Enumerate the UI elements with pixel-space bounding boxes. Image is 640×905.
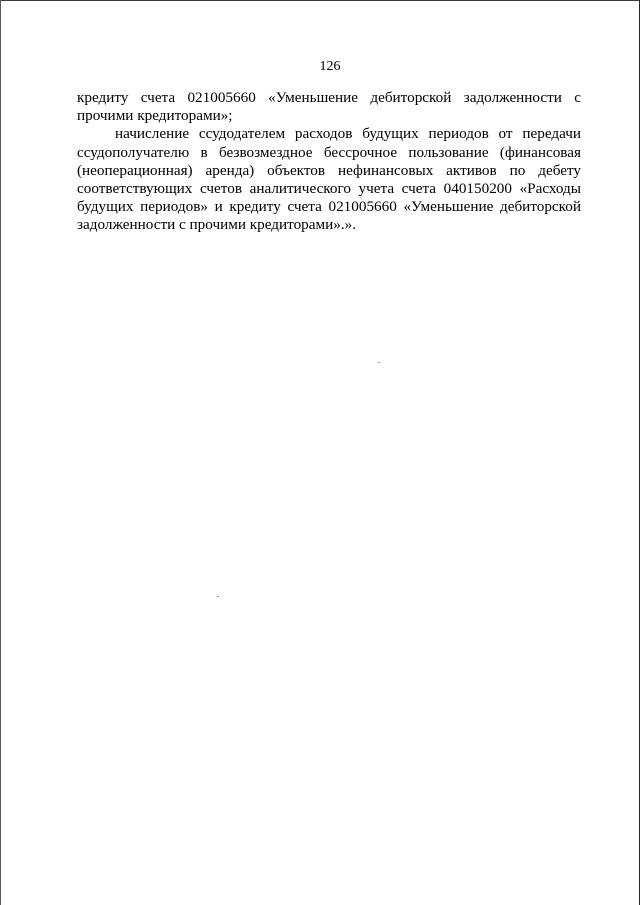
page-number: 126 (319, 59, 341, 74)
paragraph-continuation: кредиту счета 021005660 «Уменьшение дебиторской задолженности с прочими кредиторами»; (77, 89, 581, 125)
page-edge-top (0, 0, 640, 1)
paragraph-deferred-expenses: начисление ссудодателем расходов будущих периодов от передачи ссудополучателю в безвозмездное бессрочное пользование (финансовая (неоперационная) аренда) объектов нефинансовых активов по дебету соответствующих счетов аналитического учета счета 040150200 «Расходы будущих периодов» и кредиту счета 021005660 «Уменьшение дебиторской задолженности с прочими кредиторами».». (77, 125, 581, 234)
scan-speck (378, 362, 380, 363)
body-text (77, 89, 581, 235)
page-edge-left (0, 0, 1, 905)
scan-speck (217, 596, 219, 597)
